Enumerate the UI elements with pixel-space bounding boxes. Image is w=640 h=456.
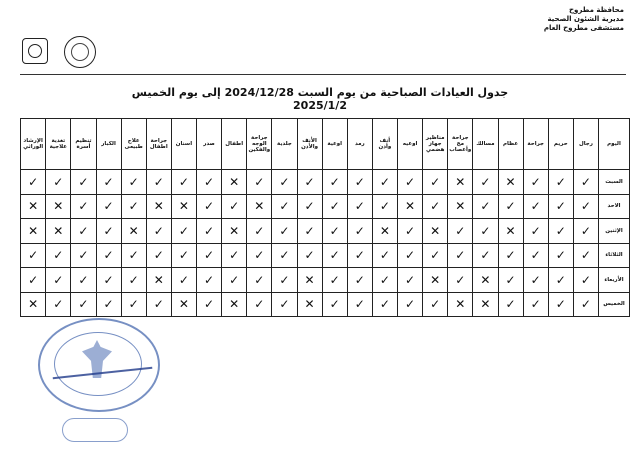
cross-icon: ✕: [297, 268, 322, 293]
title-line-2: 2025/1/2: [293, 99, 347, 112]
directorate-line: مديرية الشئون الصحية: [547, 15, 624, 23]
check-icon: ✓: [146, 219, 171, 244]
check-icon: ✓: [523, 194, 548, 219]
cross-icon: ✕: [398, 194, 423, 219]
column-header: رمد: [347, 119, 372, 170]
day-cell: الثلاثاء: [599, 243, 630, 268]
check-icon: ✓: [272, 268, 297, 293]
check-icon: ✓: [121, 194, 146, 219]
check-icon: ✓: [322, 170, 347, 195]
check-icon: ✓: [222, 194, 247, 219]
check-icon: ✓: [171, 219, 196, 244]
check-icon: ✓: [146, 170, 171, 195]
column-header: حريم: [548, 119, 573, 170]
check-icon: ✓: [473, 243, 498, 268]
check-icon: ✓: [247, 243, 272, 268]
check-icon: ✓: [448, 268, 473, 293]
day-cell: الإثنين: [599, 219, 630, 244]
check-icon: ✓: [197, 170, 222, 195]
cross-icon: ✕: [146, 194, 171, 219]
cross-icon: ✕: [222, 292, 247, 317]
check-icon: ✓: [523, 219, 548, 244]
check-icon: ✓: [523, 268, 548, 293]
cross-icon: ✕: [222, 219, 247, 244]
check-icon: ✓: [347, 194, 372, 219]
check-icon: ✓: [423, 194, 448, 219]
check-icon: ✓: [46, 243, 71, 268]
cross-icon: ✕: [473, 268, 498, 293]
check-icon: ✓: [448, 243, 473, 268]
check-icon: ✓: [247, 292, 272, 317]
column-header: اسنان: [171, 119, 196, 170]
column-header: تنظيم أسرة: [71, 119, 96, 170]
check-icon: ✓: [121, 243, 146, 268]
check-icon: ✓: [523, 243, 548, 268]
cross-icon: ✕: [423, 219, 448, 244]
cross-icon: ✕: [21, 292, 46, 317]
cross-icon: ✕: [121, 219, 146, 244]
check-icon: ✓: [548, 194, 573, 219]
column-header: مناظير جهاز هضمي: [423, 119, 448, 170]
check-icon: ✓: [247, 219, 272, 244]
check-icon: ✓: [548, 170, 573, 195]
check-icon: ✓: [71, 268, 96, 293]
check-icon: ✓: [322, 219, 347, 244]
check-icon: ✓: [398, 292, 423, 317]
check-icon: ✓: [573, 243, 598, 268]
check-icon: ✓: [21, 243, 46, 268]
check-icon: ✓: [96, 170, 121, 195]
check-icon: ✓: [272, 194, 297, 219]
check-icon: ✓: [96, 243, 121, 268]
check-icon: ✓: [222, 243, 247, 268]
check-icon: ✓: [347, 219, 372, 244]
day-cell: السبت: [599, 170, 630, 195]
check-icon: ✓: [222, 268, 247, 293]
day-cell: الخميس: [599, 292, 630, 317]
cross-icon: ✕: [372, 219, 397, 244]
check-icon: ✓: [197, 268, 222, 293]
column-header: أنف وأذن: [372, 119, 397, 170]
cross-icon: ✕: [46, 219, 71, 244]
day-column-header: اليوم: [599, 119, 630, 170]
check-icon: ✓: [121, 292, 146, 317]
check-icon: ✓: [21, 268, 46, 293]
check-icon: ✓: [121, 170, 146, 195]
cross-icon: ✕: [498, 170, 523, 195]
cross-icon: ✕: [423, 268, 448, 293]
table-row: [21, 243, 630, 268]
check-icon: ✓: [322, 292, 347, 317]
check-icon: ✓: [171, 243, 196, 268]
check-icon: ✓: [96, 219, 121, 244]
check-icon: ✓: [71, 292, 96, 317]
clinics-schedule-table: [20, 118, 630, 317]
check-icon: ✓: [523, 170, 548, 195]
check-icon: ✓: [473, 194, 498, 219]
check-icon: ✓: [46, 268, 71, 293]
check-icon: ✓: [71, 194, 96, 219]
table-row: [21, 170, 630, 195]
column-header: تغذية علاجية: [46, 119, 71, 170]
check-icon: ✓: [548, 268, 573, 293]
table-header-row: [21, 119, 630, 170]
check-icon: ✓: [347, 243, 372, 268]
check-icon: ✓: [322, 243, 347, 268]
cross-icon: ✕: [297, 292, 322, 317]
check-icon: ✓: [347, 268, 372, 293]
check-icon: ✓: [498, 194, 523, 219]
check-icon: ✓: [498, 268, 523, 293]
check-icon: ✓: [297, 170, 322, 195]
letterhead: [544, 6, 624, 33]
cross-icon: ✕: [222, 170, 247, 195]
check-icon: ✓: [372, 268, 397, 293]
check-icon: ✓: [297, 219, 322, 244]
cross-icon: ✕: [448, 194, 473, 219]
table-body: [21, 170, 630, 317]
check-icon: ✓: [272, 170, 297, 195]
schedule-title: [0, 86, 640, 112]
check-icon: ✓: [423, 170, 448, 195]
cross-icon: ✕: [21, 219, 46, 244]
check-icon: ✓: [96, 292, 121, 317]
cross-icon: ✕: [171, 292, 196, 317]
table-row: [21, 292, 630, 317]
column-header: الأنف والأذن: [297, 119, 322, 170]
check-icon: ✓: [272, 292, 297, 317]
check-icon: ✓: [96, 194, 121, 219]
check-icon: ✓: [573, 268, 598, 293]
check-icon: ✓: [71, 219, 96, 244]
column-header: جراحة مخ وأعصاب: [448, 119, 473, 170]
column-header: اوعية: [322, 119, 347, 170]
check-icon: ✓: [21, 170, 46, 195]
column-header: جراحة الوجه والفكين: [247, 119, 272, 170]
check-icon: ✓: [46, 292, 71, 317]
column-header: اوعيه: [398, 119, 423, 170]
hospital-seal-icon: [64, 36, 96, 68]
cross-icon: ✕: [171, 194, 196, 219]
check-icon: ✓: [247, 268, 272, 293]
check-icon: ✓: [498, 292, 523, 317]
check-icon: ✓: [423, 243, 448, 268]
check-icon: ✓: [71, 243, 96, 268]
column-header: جراحة: [523, 119, 548, 170]
check-icon: ✓: [96, 268, 121, 293]
check-icon: ✓: [347, 170, 372, 195]
check-icon: ✓: [398, 243, 423, 268]
column-header: علاج طبيعى: [121, 119, 146, 170]
check-icon: ✓: [121, 268, 146, 293]
check-icon: ✓: [523, 292, 548, 317]
check-icon: ✓: [398, 219, 423, 244]
table-row: [21, 268, 630, 293]
cross-icon: ✕: [247, 194, 272, 219]
check-icon: ✓: [197, 292, 222, 317]
check-icon: ✓: [197, 219, 222, 244]
column-header: صدر: [197, 119, 222, 170]
column-header: الكبار: [96, 119, 121, 170]
check-icon: ✓: [71, 170, 96, 195]
check-icon: ✓: [398, 170, 423, 195]
table-row: [21, 219, 630, 244]
check-icon: ✓: [498, 243, 523, 268]
column-header: جراحة اطفال: [146, 119, 171, 170]
date-seal-icon: [62, 418, 128, 442]
check-icon: ✓: [372, 243, 397, 268]
table-row: [21, 194, 630, 219]
column-header: رجال: [573, 119, 598, 170]
check-icon: ✓: [372, 170, 397, 195]
ministry-logo-icon: [22, 38, 48, 64]
column-header: الإرشاد الوراثي: [21, 119, 46, 170]
check-icon: ✓: [171, 170, 196, 195]
check-icon: ✓: [573, 292, 598, 317]
check-icon: ✓: [272, 219, 297, 244]
check-icon: ✓: [197, 194, 222, 219]
check-icon: ✓: [423, 292, 448, 317]
cross-icon: ✕: [498, 219, 523, 244]
check-icon: ✓: [372, 292, 397, 317]
cross-icon: ✕: [46, 194, 71, 219]
check-icon: ✓: [372, 194, 397, 219]
column-header: عظام: [498, 119, 523, 170]
check-icon: ✓: [297, 243, 322, 268]
governorate-line: محافظة مطروح: [569, 6, 624, 14]
hospital-line: مستشفى مطروح العام: [543, 24, 624, 32]
check-icon: ✓: [548, 219, 573, 244]
cross-icon: ✕: [448, 292, 473, 317]
column-header: اطفال: [222, 119, 247, 170]
check-icon: ✓: [146, 243, 171, 268]
check-icon: ✓: [46, 170, 71, 195]
check-icon: ✓: [448, 219, 473, 244]
check-icon: ✓: [297, 194, 322, 219]
check-icon: ✓: [171, 268, 196, 293]
cross-icon: ✕: [21, 194, 46, 219]
check-icon: ✓: [548, 292, 573, 317]
check-icon: ✓: [272, 243, 297, 268]
day-cell: الاحد: [599, 194, 630, 219]
check-icon: ✓: [398, 268, 423, 293]
check-icon: ✓: [197, 243, 222, 268]
check-icon: ✓: [322, 194, 347, 219]
check-icon: ✓: [247, 170, 272, 195]
title-line-1: جدول العيادات الصباحية من يوم السبت 2024/12/28 إلى يوم الخميس: [131, 86, 509, 99]
cross-icon: ✕: [473, 292, 498, 317]
check-icon: ✓: [146, 292, 171, 317]
cross-icon: ✕: [146, 268, 171, 293]
header-divider: [20, 74, 626, 75]
check-icon: ✓: [548, 243, 573, 268]
column-header: جلدية: [272, 119, 297, 170]
cross-icon: ✕: [448, 170, 473, 195]
check-icon: ✓: [473, 170, 498, 195]
column-header: مسالك: [473, 119, 498, 170]
check-icon: ✓: [322, 268, 347, 293]
check-icon: ✓: [473, 219, 498, 244]
check-icon: ✓: [573, 219, 598, 244]
check-icon: ✓: [573, 194, 598, 219]
day-cell: الأربعاء: [599, 268, 630, 293]
check-icon: ✓: [347, 292, 372, 317]
check-icon: ✓: [573, 170, 598, 195]
